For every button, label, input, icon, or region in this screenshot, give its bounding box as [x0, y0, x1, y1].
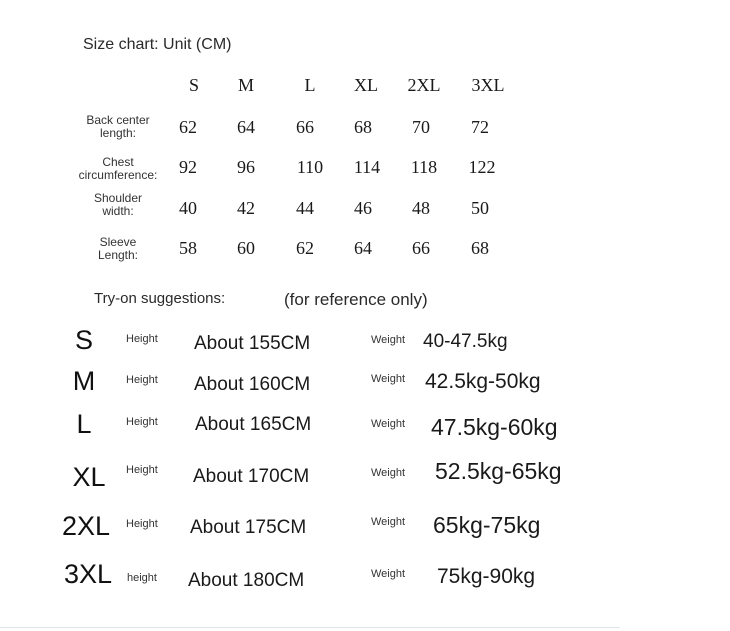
row-label-line: length:: [99, 126, 137, 140]
row-label-sleeve-length: [68, 236, 168, 262]
weight-label: Weight: [371, 467, 406, 479]
table-cell: 122: [468, 157, 496, 177]
height-label: height: [127, 572, 157, 584]
bottom-divider: [0, 627, 620, 628]
table-cell: 48: [412, 198, 430, 218]
weight-value: 75kg-90kg: [437, 565, 536, 588]
weight-label: Weight: [371, 334, 406, 346]
suggestion-size: XL: [72, 462, 106, 492]
height-label: Height: [126, 333, 158, 345]
table-cell: 62: [179, 117, 197, 137]
suggestion-size: S: [74, 325, 93, 355]
table-cell: 68: [354, 117, 372, 137]
size-header-m: M: [237, 75, 254, 95]
size-header-s: S: [188, 75, 199, 95]
row-label-line: width:: [102, 204, 134, 218]
suggestion-size: 2XL: [61, 511, 111, 541]
table-cell: 110: [296, 157, 324, 177]
table-cell: 64: [237, 117, 255, 137]
height-value: About 170CM: [193, 466, 310, 487]
suggestion-size: L: [76, 409, 92, 439]
table-cell: 72: [471, 117, 489, 137]
table-cell: 66: [412, 238, 430, 258]
height-label: Height: [126, 518, 158, 530]
table-cell: 66: [296, 117, 314, 137]
row-label-line: Chest: [102, 155, 134, 169]
row-label-line: Sleeve: [99, 235, 137, 249]
height-label: Height: [126, 464, 158, 476]
table-cell: 64: [354, 238, 372, 258]
table-cell: 60: [237, 238, 255, 258]
size-header-l: L: [304, 75, 316, 95]
row-label-shoulder-width: [68, 192, 168, 218]
table-cell: 42: [237, 198, 255, 218]
row-label-chest-circumference: [68, 156, 168, 182]
table-cell: 92: [179, 157, 197, 177]
row-label-line: Back center: [86, 113, 150, 127]
height-label: Height: [126, 416, 158, 428]
row-label-line: Shoulder: [93, 191, 143, 205]
height-label: Height: [126, 374, 158, 386]
reference-note: (for reference only): [284, 290, 428, 309]
table-cell: 114: [353, 157, 381, 177]
size-header-3xl: 3XL: [471, 75, 505, 95]
weight-value: 47.5kg-60kg: [431, 414, 558, 440]
weight-value: 52.5kg-65kg: [435, 458, 562, 484]
table-cell: 68: [471, 238, 489, 258]
height-value: About 160CM: [194, 374, 311, 395]
table-cell: 62: [296, 238, 314, 258]
table-cell: 118: [410, 157, 438, 177]
weight-label: Weight: [371, 418, 406, 430]
weight-label: Weight: [371, 568, 406, 580]
weight-label: Weight: [371, 373, 406, 385]
table-cell: 96: [237, 157, 255, 177]
table-cell: 70: [412, 117, 430, 137]
weight-value: 42.5kg-50kg: [425, 370, 541, 393]
row-label-line: Length:: [97, 248, 139, 262]
row-label-back-center-length: [68, 114, 168, 140]
weight-label: Weight: [371, 516, 406, 528]
suggestion-size: 3XL: [63, 559, 113, 589]
table-cell: 50: [471, 198, 489, 218]
height-value: About 155CM: [194, 333, 311, 354]
height-value: About 165CM: [195, 414, 312, 435]
weight-value: 65kg-75kg: [433, 512, 541, 538]
table-cell: 46: [354, 198, 372, 218]
height-value: About 175CM: [190, 517, 307, 538]
tryon-suggestions-label: Try-on suggestions:: [94, 290, 226, 307]
table-cell: 58: [179, 238, 197, 258]
row-label-line: circumference:: [78, 168, 158, 182]
size-chart-title: Size chart: Unit (CM): [83, 36, 232, 53]
weight-value: 40-47.5kg: [423, 331, 508, 352]
table-cell: 40: [179, 198, 197, 218]
size-header-2xl: 2XL: [407, 75, 441, 95]
size-header-xl: XL: [354, 75, 378, 95]
height-value: About 180CM: [188, 570, 305, 591]
table-cell: 44: [296, 198, 314, 218]
suggestion-size: M: [72, 366, 96, 396]
